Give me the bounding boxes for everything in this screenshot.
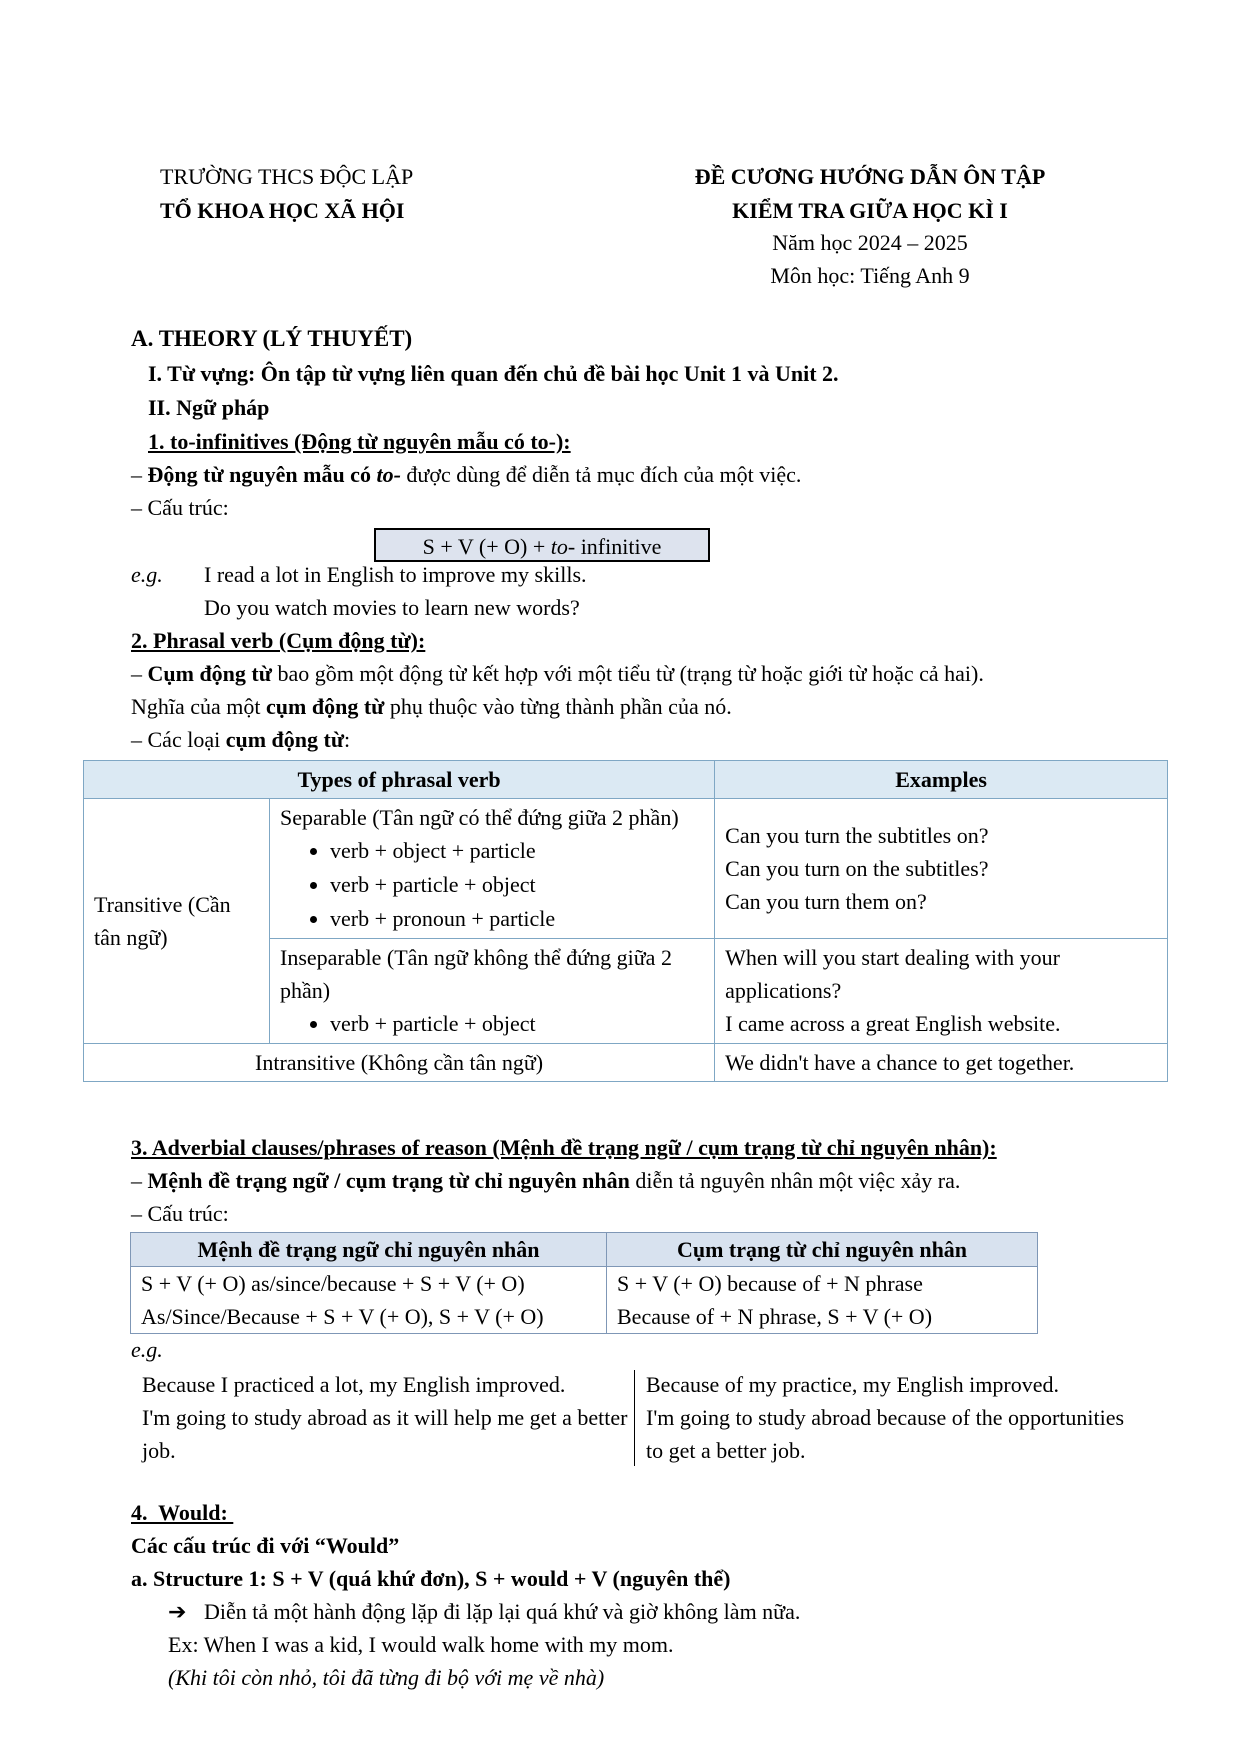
example-sentence: Can you turn them on? — [725, 889, 927, 914]
phrasal-verb-types-label: – Các loại cụm động từ: — [131, 727, 351, 752]
table-header: Examples — [715, 761, 1168, 799]
structure-label: – Cấu trúc: — [131, 1201, 229, 1226]
doc-title-2: KIỂM TRA GIỮA HỌC KÌ I — [732, 198, 1008, 223]
example-sentence: I read a lot in English to improve my skills. — [204, 562, 587, 587]
separable-examples — [715, 799, 1168, 939]
phrase-examples — [646, 1368, 1132, 1467]
subject-line: Môn học: Tiếng Anh 9 — [770, 263, 970, 288]
phrase-structures — [607, 1267, 1038, 1334]
structure-label: – Cấu trúc: — [131, 495, 229, 520]
inseparable-cell — [270, 939, 715, 1044]
structure-1-example: Ex: When I was a kid, I would walk home with my mom. — [168, 1632, 674, 1657]
reason-table — [130, 1232, 1038, 1334]
eg-label: e.g. — [131, 562, 163, 587]
clause-structures — [131, 1267, 607, 1334]
to-infinitive-heading: 1. to-infinitives (Động từ nguyên mẫu có to-): — [148, 429, 571, 454]
clause-examples — [142, 1368, 628, 1467]
example-sentence: I'm going to study abroad as it will help me get a better job. — [142, 1405, 628, 1463]
separable-cell — [270, 799, 715, 939]
separable-label: Separable (Tân ngữ có thể đứng giữa 2 phần) — [280, 805, 679, 830]
to-infinitive-formula: S + V (+ O) + to- infinitive — [374, 528, 710, 562]
structure-1-meaning: Diễn tả một hành động lặp đi lặp lại quá khứ và giờ không làm nữa. — [204, 1599, 801, 1624]
example-sentence: Do you watch movies to learn new words? — [204, 595, 580, 620]
school-year: Năm học 2024 – 2025 — [772, 230, 968, 255]
adverbial-heading: 3. Adverbial clauses/phrases of reason (Mệnh đề trạng ngữ / cụm trạng từ chỉ nguyên nhân): — [131, 1135, 997, 1160]
table-header: Cụm trạng từ chỉ nguyên nhân — [607, 1233, 1038, 1267]
doc-title-1: ĐỀ CƯƠNG HƯỚNG DẪN ÔN TẬP — [694, 164, 1046, 189]
list-item: • verb + object + particle — [330, 834, 704, 868]
to-infinitive-desc: – Động từ nguyên mẫu có to- được dùng để diễn tả mục đích của một việc. — [131, 462, 802, 487]
intransitive-cell: Intransitive (Không cần tân ngữ) — [84, 1044, 715, 1082]
example-sentence: I'm going to study abroad because of the opportunities to get a better job. — [646, 1405, 1125, 1463]
example-sentence: Can you turn the subtitles on? — [725, 823, 989, 848]
example-sentence: I came across a great English website. — [725, 1011, 1061, 1036]
list-item: • verb + particle + object — [330, 868, 704, 902]
would-subheading: Các cấu trúc đi với “Would” — [131, 1533, 400, 1558]
would-heading: 4. Would: — [131, 1500, 234, 1525]
intransitive-example: We didn't have a chance to get together. — [715, 1044, 1168, 1082]
inseparable-examples — [715, 939, 1168, 1044]
column-divider — [634, 1370, 635, 1466]
eg-label: e.g. — [131, 1337, 163, 1362]
adverbial-desc: – Mệnh đề trạng ngữ / cụm trạng từ chỉ nguyên nhân diễn tả nguyên nhân một việc xảy ra. — [131, 1168, 961, 1193]
department-name: TỔ KHOA HỌC XÃ HỘI — [160, 198, 405, 223]
table-header: Mệnh đề trạng ngữ chỉ nguyên nhân — [131, 1233, 607, 1267]
example-sentence: Because I practiced a lot, my English improved. — [142, 1372, 566, 1397]
example-sentence: Because of my practice, my English improved. — [646, 1372, 1059, 1397]
structure-1-translation: (Khi tôi còn nhỏ, tôi đã từng đi bộ với mẹ về nhà) — [168, 1665, 605, 1690]
structure-1-heading: a. Structure 1: S + V (quá khứ đơn), S + would + V (nguyên thể) — [131, 1566, 731, 1591]
phrasal-verb-desc: – Cụm động từ bao gồm một động từ kết hợp với một tiểu từ (trạng từ hoặc giới từ hoặc cả hai). — [131, 661, 984, 686]
phrasal-verb-desc-2: Nghĩa của một cụm động từ phụ thuộc vào từng thành phần của nó. — [131, 694, 732, 719]
vocab-heading: I. Từ vựng: Ôn tập từ vựng liên quan đến chủ đề bài học Unit 1 và Unit 2. — [148, 361, 839, 386]
list-item: • verb + pronoun + particle — [330, 902, 704, 936]
section-a-heading: A. THEORY (LÝ THUYẾT) — [131, 326, 413, 351]
phrasal-verb-table — [83, 760, 1168, 1082]
list-item: • verb + particle + object — [330, 1007, 704, 1041]
transitive-cell: Transitive (Cần tân ngữ) — [84, 799, 270, 1044]
structure-line: S + V (+ O) because of + N phrase — [617, 1271, 923, 1296]
grammar-heading: II. Ngữ pháp — [148, 395, 270, 420]
structure-line: As/Since/Because + S + V (+ O), S + V (+ O) — [141, 1304, 544, 1329]
school-name: TRƯỜNG THCS ĐỘC LẬP — [160, 164, 414, 189]
structure-line: S + V (+ O) as/since/because + S + V (+ O) — [141, 1271, 525, 1296]
example-sentence: When will you start dealing with your applications? — [725, 945, 1060, 1003]
example-sentence: Can you turn on the subtitles? — [725, 856, 989, 881]
phrasal-verb-heading: 2. Phrasal verb (Cụm động từ): — [131, 628, 426, 653]
structure-line: Because of + N phrase, S + V (+ O) — [617, 1304, 933, 1329]
table-header: Types of phrasal verb — [84, 761, 715, 799]
arrow-icon: ➔ — [168, 1599, 187, 1624]
inseparable-label: Inseparable (Tân ngữ không thể đứng giữa 2 phần) — [280, 945, 672, 1003]
